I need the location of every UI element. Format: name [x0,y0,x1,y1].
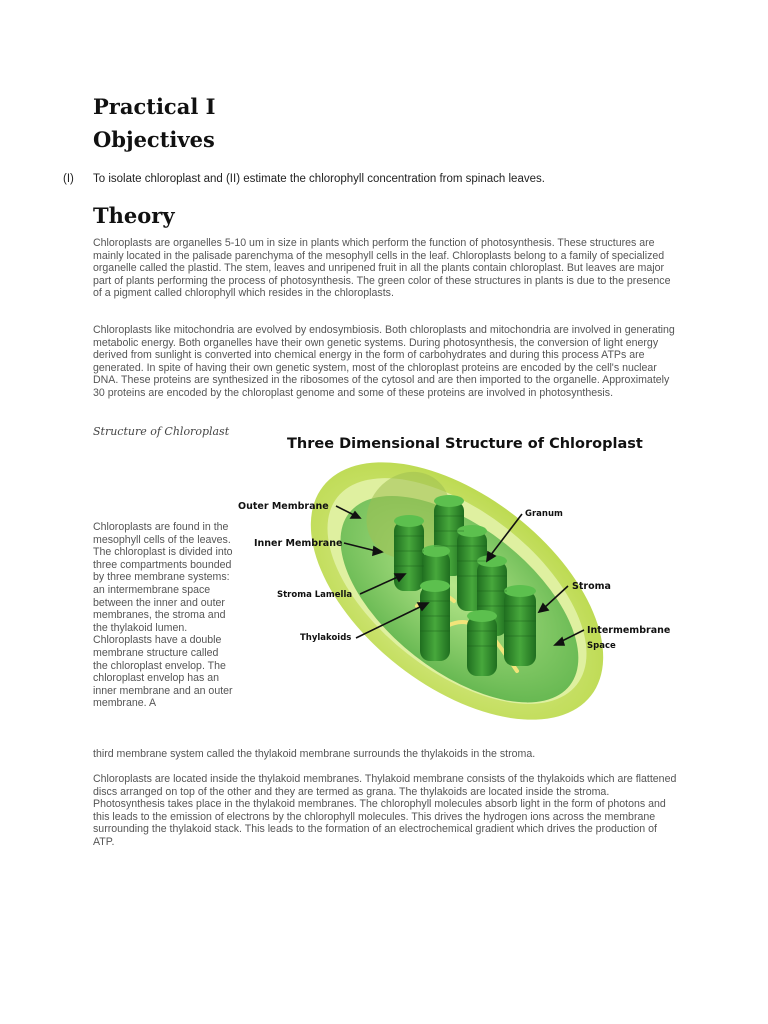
label-outer-membrane: Outer Membrane [238,501,329,512]
theory-paragraph-1: Chloroplasts are organelles 5-10 um in size in plants which perform the function of photosynthesis. These structures are mainly located in the palisade parenchyma of the mesophyll cells in the leaf. Chloroplasts belong to a family of specialized organelle called the plastid. The stem, leaves and unripened fruit in all the plants contain chloroplast. But leaves are major part of plants performing the process of photosynthesis. The green color of these structures in plants is due to the presence of a pigment called chlorophyll which resides in the chloroplasts. [93,237,671,300]
theory-paragraph-2: Chloroplasts like mitochondria are evolved by endosymbiosis. Both chloroplasts and mitochondria are involved in generating metabolic energy. Both organelles have their own genetic systems. During photosynthesis, the conversion of light energy derived from sunlight is converted into chemical energy in the form of carbohydrates and during this process ATPs are generated. In spite of having their own genetic system, most of the chloroplast proteins are encoded by the cell's nuclear DNA. These proteins are synthesized in the ribosomes of the cytosol and are then imported to the organelle. Approximately 30 proteins are encoded by the chloroplast genome and some of these proteins are involved in photosynthesis. [93,324,675,399]
objective-text: To isolate chloroplast and (II) estimate the chlorophyll concentration from spinach leaves. [93,173,545,185]
label-stroma: Stroma [572,581,611,592]
label-thylakoids: Thylakoids [300,633,352,643]
figure-title: Three Dimensional Structure of Chloroplast [287,436,643,452]
label-intermembrane: Intermembrane [587,625,671,636]
theory-heading: Theory [93,203,175,228]
label-space: Space [587,641,616,651]
objectives-heading: Objectives [93,127,215,152]
figure-caption: Structure of Chloroplast [93,425,230,438]
theory-paragraph-4: Chloroplasts are located inside the thylakoid membranes. Thylakoid membrane consists of the thylakoids which are flattened discs arranged on top of the other and they are termed as grana. The thylakoids are located inside the stroma. Photosynthesis takes place in the thylakoid membranes. The chlorophyll molecules absorb light in the form of photons and this leads to the emission of electrons by the chlorophyll molecules. This drives the hydrogen ions across the membrane surrounding the thylakoid stack. This leads to the formation of an electrochemical gradient which drives the production of ATP. [93,773,677,848]
label-inner-membrane: Inner Membrane [254,538,343,549]
objective-item [63,173,703,185]
chloroplast-figure [232,426,680,726]
side-paragraph: Chloroplasts are found in the mesophyll cells of the leaves. The chloroplast is divided into three compartments bounded by three membrane systems: an intermembrane space between the inner and outer membranes, the stroma and the thylakoid lumen. Chloroplasts have a double membrane structure called the chloroplast envelop. The chloroplast envelop has an inner membrane and an outer membrane. A [93,521,233,710]
chloroplast-diagram [232,426,680,726]
objective-number: (I) [63,173,74,185]
label-stroma-lamella: Stroma Lamella [277,590,353,600]
label-granum: Granum [525,509,563,519]
page-title: Practical I [93,94,216,119]
side-paragraph-continuation: third membrane system called the thylakoid membrane surrounds the thylakoids in the stroma. [93,748,536,760]
